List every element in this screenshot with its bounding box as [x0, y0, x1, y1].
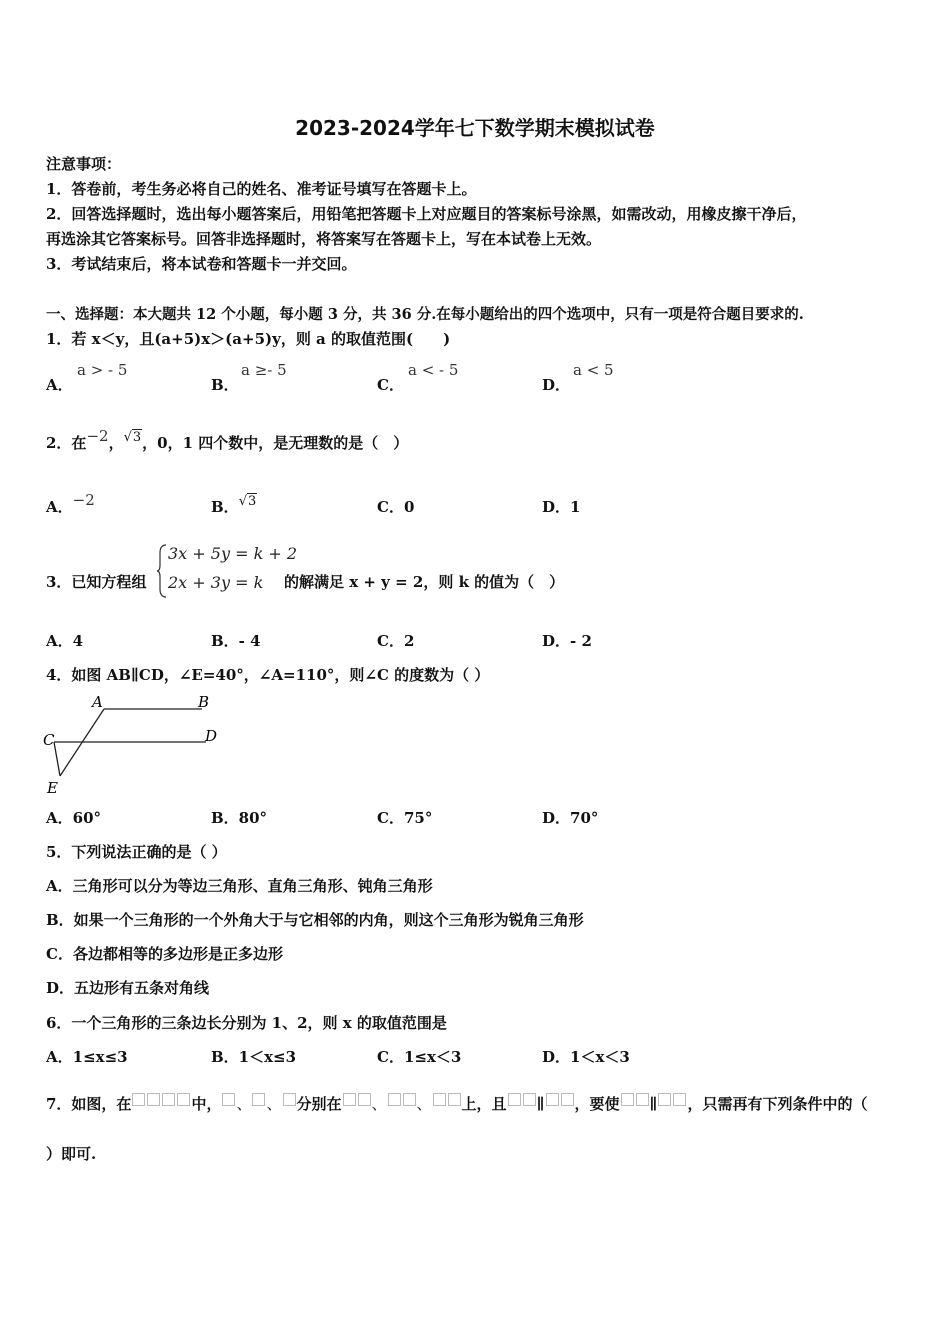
- missing-symbol-box: [132, 1093, 145, 1106]
- q2-option-c: C．0: [377, 498, 415, 516]
- q2-neg-two: −2: [86, 427, 109, 445]
- q2-option-d: D．1: [542, 498, 581, 516]
- q7-parallel-2: ∥: [649, 1095, 658, 1113]
- q4-label-d: D: [205, 727, 218, 745]
- q1-option-b-value: a ≥- 5: [241, 361, 287, 379]
- q3-brace: [156, 543, 168, 599]
- missing-symbol-box: [546, 1093, 559, 1106]
- q2-sqrt3-num: 3: [132, 430, 142, 445]
- q7-stem: [46, 1093, 868, 1114]
- q4-line-ce: [54, 742, 60, 776]
- q1-option-a-value: a > - 5: [77, 361, 128, 379]
- q1-stem: 1．若 x＜y，且(a+5)x＞(a+5)y，则 a 的取值范围( ): [46, 330, 451, 348]
- note-item-2: 2．回答选择题时，选出每小题答案后，用铅笔把答题卡上对应题目的答案标号涂黑，如需改动，用橡皮擦干净后，: [46, 205, 807, 223]
- missing-symbol-box: [523, 1093, 536, 1106]
- q4-option-c: C．75°: [377, 809, 433, 827]
- missing-symbol-box: [621, 1093, 634, 1106]
- q4-stem: 4．如图 AB∥CD，∠E=40°，∠A=110°，则∠C 的度数为（ ）: [46, 666, 490, 684]
- q3-equation-1: 3x + 5y = k + 2: [168, 544, 298, 563]
- note-item-1: 1．答卷前，考生务必将自己的姓名、准考证号填写在答题卡上。: [46, 180, 477, 198]
- q7-text-3: 分别在: [296, 1095, 342, 1113]
- q7-parallel-1: ∥: [536, 1095, 545, 1113]
- q3-option-a: A．4: [46, 632, 84, 650]
- q4-label-e: E: [47, 779, 58, 797]
- note-item-2-cont: 再选涂其它答案标号。回答非选择题时，将答案写在答题卡上，写在本试卷上无效。: [46, 230, 602, 248]
- notes-heading: 注意事项：: [46, 155, 122, 173]
- q7-text-4: 上，且: [461, 1095, 507, 1113]
- missing-symbol-box: [343, 1093, 356, 1106]
- q7-text-2: 中，: [191, 1095, 222, 1113]
- missing-symbol-box: [673, 1093, 686, 1106]
- missing-symbol-box: [403, 1093, 416, 1106]
- missing-symbol-box: [358, 1093, 371, 1106]
- missing-symbol-box: [162, 1093, 175, 1106]
- q4-option-b: B．80°: [211, 809, 268, 827]
- missing-symbol-box: [561, 1093, 574, 1106]
- note-item-3: 3．考试结束后，将本试卷和答题卡一并交回。: [46, 255, 357, 273]
- q2-option-b-value: 3: [247, 494, 257, 509]
- missing-symbol-box: [636, 1093, 649, 1106]
- q2-stem: [46, 427, 409, 453]
- missing-symbol-box: [177, 1093, 190, 1106]
- q5-option-b: B．如果一个三角形的一个外角大于与它相邻的内角，则这个三角形为锐角三角形: [46, 911, 584, 929]
- q6-option-d: D．1＜x＜3: [542, 1048, 630, 1066]
- q2-option-b: [211, 496, 257, 517]
- q4-option-d: D．70°: [542, 809, 599, 827]
- page-title: 2023-2024学年七下数学期末模拟试卷: [295, 116, 655, 140]
- q6-option-a: A．1≤x≤3: [46, 1048, 128, 1066]
- q2-option-a-value: −2: [72, 491, 95, 509]
- q4-label-a: A: [92, 693, 103, 711]
- q1-option-a-label: A．: [46, 376, 73, 394]
- missing-symbol-box: [508, 1093, 521, 1106]
- missing-symbol-box: [388, 1093, 401, 1106]
- q1-option-c-value: a < - 5: [408, 361, 459, 379]
- missing-symbol-box: [222, 1093, 235, 1106]
- missing-symbol-box: [658, 1093, 671, 1106]
- q3-equation-2: 2x + 3y = k: [168, 573, 264, 592]
- missing-symbol-box: [433, 1093, 446, 1106]
- q7-sep-1: 、: [236, 1095, 252, 1113]
- q1-option-d-value: a < 5: [573, 361, 614, 379]
- q6-option-c: C．1≤x＜3: [377, 1048, 462, 1066]
- q2-option-a-label: A．: [46, 498, 73, 516]
- q7-text-6: ，只需再有下列条件中的（: [687, 1095, 868, 1113]
- q5-stem: 5．下列说法正确的是（ ）: [46, 843, 227, 861]
- q2-option-b-label: B．: [211, 498, 239, 516]
- q3-stem-prefix: 3．已知方程组: [46, 573, 147, 591]
- q3-option-b: B．- 4: [211, 632, 261, 650]
- q4-option-a: A．60°: [46, 809, 102, 827]
- q2-sqrt3: √3: [123, 430, 142, 445]
- q3-option-d: D．- 2: [542, 632, 592, 650]
- q2-option-a: [46, 491, 95, 517]
- q4-label-b: B: [198, 693, 210, 711]
- q1-option-d-label: D．: [542, 376, 571, 394]
- missing-symbol-box: [283, 1093, 296, 1106]
- q5-option-d: D．五边形有五条对角线: [46, 979, 210, 997]
- missing-symbol-box: [147, 1093, 160, 1106]
- missing-symbol-box: [448, 1093, 461, 1106]
- q2-stem-prefix: 2．在: [46, 434, 87, 452]
- q4-label-c: C: [43, 731, 55, 749]
- q4-figure: [40, 690, 230, 798]
- missing-symbol-box: [252, 1093, 265, 1106]
- q7-text-1: 7．如图，在: [46, 1095, 132, 1113]
- q7-sep-2: 、: [266, 1095, 282, 1113]
- q1-option-b-label: B．: [211, 376, 239, 394]
- q2-option-b-sqrt: √3: [238, 494, 257, 509]
- q3-option-c: C．2: [377, 632, 415, 650]
- q3-stem-suffix: 的解满足 x + y = 2，则 k 的值为（ ）: [284, 573, 565, 591]
- q2-stem-suffix: ，0，1 四个数中，是无理数的是（ ）: [142, 434, 409, 452]
- section-heading: 一、选择题：本大题共 12 个小题，每小题 3 分，共 36 分.在每小题给出的四个选项中，只有一项是符合题目要求的.: [46, 306, 804, 323]
- q2-sep: ，: [108, 434, 124, 452]
- q6-option-b: B．1＜x≤3: [211, 1048, 297, 1066]
- q7-sep-3: 、: [371, 1095, 387, 1113]
- q1-option-c-label: C．: [377, 376, 404, 394]
- q5-option-a: A．三角形可以分为等边三角形、直角三角形、钝角三角形: [46, 877, 433, 895]
- q7-text-5: ，要使: [574, 1095, 620, 1113]
- q7-sep-4: 、: [416, 1095, 432, 1113]
- q5-option-c: C．各边都相等的多边形是正多边形: [46, 945, 283, 963]
- q7-stem-line-2: ）即可.: [46, 1145, 97, 1163]
- q6-stem: 6．一个三角形的三条边长分别为 1、2，则 x 的取值范围是: [46, 1014, 447, 1032]
